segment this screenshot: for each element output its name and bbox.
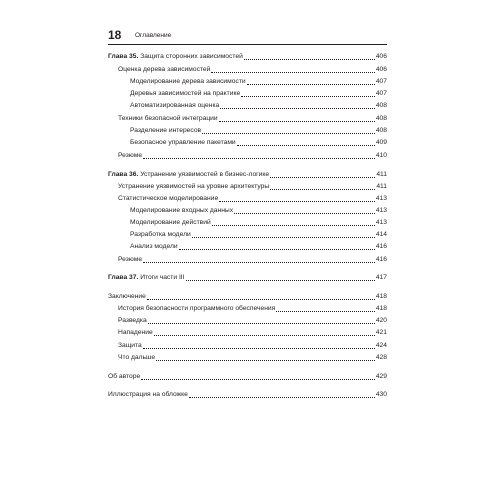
toc-page-number: 410 [375,152,387,159]
entry-title-text: Нападение [118,329,153,336]
toc-entry [108,194,387,204]
toc-entry-title [108,170,269,180]
entry-title-text: Разделение интересов [130,127,202,134]
toc-page-number: 429 [375,373,387,380]
toc-page-number: 413 [375,195,387,202]
toc-entry [108,182,387,192]
toc-page-number: 416 [375,243,387,250]
dot-leader [247,84,375,85]
toc-chapter-entry [108,170,387,180]
page-number: 18 [108,28,122,42]
entry-title-text: Об авторе [108,373,141,380]
toc-page-number: 416 [375,256,387,263]
entry-title-text: Иллюстрация на обложке [108,391,188,398]
dot-leader [211,72,374,73]
toc-entry-title [108,390,188,400]
chapter-number: Глава 35. [108,53,139,60]
dot-leader [143,158,375,159]
entry-title-text: Статистическое моделирование [118,195,219,202]
toc-page-number: 411 [376,183,387,190]
dot-leader [186,280,375,281]
toc-entry-title [130,77,246,87]
dot-leader [154,335,375,336]
dot-leader [192,237,375,238]
entry-title-text: Защита сторонних зависимостей [140,53,243,60]
dot-leader [219,121,375,122]
dot-leader [179,249,375,250]
toc-page-number: 406 [375,53,387,60]
entry-title-text: Техники безопасной интеграции [118,115,218,122]
toc-entry [108,341,387,351]
toc-chapter-entry [108,52,387,62]
toc-entry [108,304,387,314]
dot-leader [219,201,375,202]
dot-leader [220,108,375,109]
toc-entry-title [118,114,218,124]
dot-leader [156,360,375,361]
toc-entry-title [118,316,147,326]
dot-leader [148,323,375,324]
toc-entry-title [118,65,210,75]
toc-page-number: 413 [375,219,387,226]
entry-title-text: Разведка [118,317,147,324]
entry-title-text: Резюме [118,256,143,263]
running-head [108,28,387,45]
toc-entry [108,114,387,124]
toc-page-number: 407 [375,78,387,85]
entry-title-text: Заключение [108,293,146,300]
toc-entry-title [118,182,269,192]
toc-entry-title [118,151,142,161]
dot-leader [141,379,375,380]
dot-leader [202,133,375,134]
toc-page-number: 430 [375,391,387,398]
toc-page-number: 411 [376,171,387,178]
toc-chapter-entry [108,273,387,283]
toc-entry-title [130,230,191,240]
entry-title-text: Оценка дерева зависимостей [118,66,211,73]
toc-entry-title [130,218,211,228]
toc-page-number: 428 [375,354,387,361]
toc-entry-title [118,255,142,265]
toc-page-number: 408 [375,115,387,122]
dot-leader [270,177,375,178]
entry-title-text: Деревья зависимостей на практике [130,90,241,97]
running-title: Оглавление [135,32,172,39]
toc-entry [108,126,387,136]
toc-entry-title [130,89,240,99]
chapter-number: Глава 36. [108,171,139,178]
toc-entry-title [118,341,142,351]
entry-title-text: Разработка модели [130,231,191,238]
entry-title-text: Защита [118,342,142,349]
toc-entry [108,353,387,363]
dot-leader [143,348,375,349]
toc-entry [108,89,387,99]
toc-entry-title [130,242,178,252]
toc-entry [108,242,387,252]
toc-entry-title [118,328,153,338]
toc-entry [108,65,387,75]
entry-title-text: Что дальше [118,354,156,361]
dot-leader [241,96,375,97]
dot-leader [244,59,375,60]
dot-leader [212,225,375,226]
dot-leader [270,189,375,190]
toc-entry-title [130,101,219,111]
toc-page-number: 418 [375,305,387,312]
entry-title-text: Итоги части III [140,274,185,281]
dot-leader [147,299,375,300]
toc-entry [108,292,387,302]
entry-title-text: Моделирование дерева зависимости [130,78,246,85]
toc-page-number: 408 [375,102,387,109]
entry-title-text: История безопасности программного обеспечения [118,305,276,312]
toc-page-number: 424 [375,342,387,349]
toc-entry-title [118,353,155,363]
toc-entry [108,101,387,111]
entry-title-text: Автоматизированная оценка [130,102,220,109]
toc-page-number: 414 [375,231,387,238]
toc-page-number: 417 [375,274,387,281]
chapter-number: Глава 37. [108,274,139,281]
toc-entry-title [108,273,185,283]
toc-entry [108,255,387,265]
toc-entry-title [108,292,146,302]
toc-page-number: 420 [375,317,387,324]
entry-title-text: Резюме [118,152,143,159]
dot-leader [189,397,375,398]
entry-title-text: Устранение уязвимостей в бизнес-логике [140,171,270,178]
entry-title-text: Моделирование действий [130,219,211,226]
dot-leader [234,213,375,214]
toc-entry [108,372,387,382]
toc-entry [108,151,387,161]
toc-entry [108,328,387,338]
toc-entry [108,316,387,326]
dot-leader [237,145,375,146]
entry-title-text: Устранение уязвимостей на уровне архитектуры [118,183,270,190]
toc-entry [108,206,387,216]
entry-title-text: Моделирование входных данных [130,207,234,214]
toc-page-number: 418 [375,293,387,300]
toc-page-number: 406 [375,66,387,73]
toc-entry [108,77,387,87]
entry-title-text: Безопасное управление пакетами [130,139,236,146]
toc-page-number: 408 [375,127,387,134]
toc-page-number: 421 [375,329,387,336]
toc-entry [108,218,387,228]
toc-entry-title [118,194,218,204]
toc-entry-title [130,126,201,136]
dot-leader [143,262,375,263]
toc-entry-title [130,206,233,216]
dot-leader [276,311,375,312]
toc-page-number: 413 [375,207,387,214]
toc-entry-title [118,304,275,314]
toc-entry-title [130,138,236,148]
toc-page-number: 407 [375,90,387,97]
toc-entry [108,138,387,148]
toc-entry-title [108,372,140,382]
toc-entry-title [108,52,243,62]
toc-entry [108,390,387,400]
toc-page-number: 409 [375,139,387,146]
toc-entry [108,230,387,240]
entry-title-text: Анализ модели [130,243,178,250]
